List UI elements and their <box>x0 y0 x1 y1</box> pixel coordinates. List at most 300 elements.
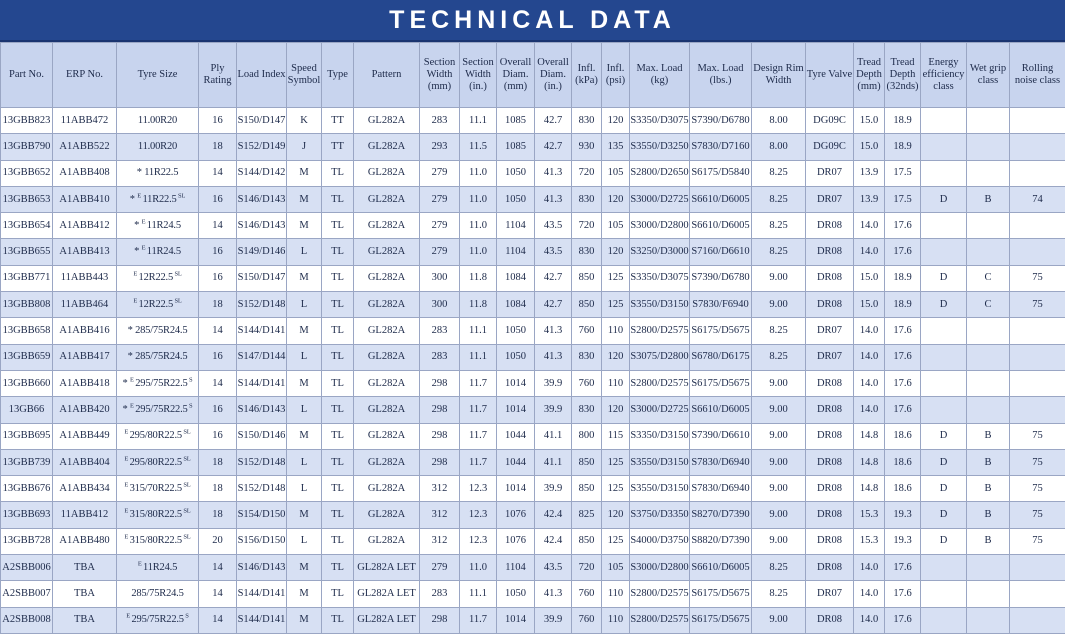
table-row <box>1 134 1065 160</box>
column-header: Infl. (kPa) <box>572 43 602 108</box>
cell-noise <box>1010 555 1065 581</box>
cell-pattern: GL282A <box>354 265 420 291</box>
cell-rim: 8.25 <box>752 239 806 265</box>
cell-lbs: S7830/F6940 <box>690 292 752 318</box>
cell-part: 13GBB660 <box>1 370 53 396</box>
size-suffix: SL <box>181 455 191 462</box>
tyre-size: 285/75R24.5 <box>135 325 188 337</box>
cell-energy <box>921 397 967 423</box>
cell-speed: L <box>287 344 322 370</box>
cell-erp: 11ABB472 <box>53 108 117 134</box>
tyre-size-cell <box>117 502 199 528</box>
cell-ply: 16 <box>199 239 237 265</box>
cell-ply: 18 <box>199 449 237 475</box>
cell-od-in: 42.7 <box>535 292 572 318</box>
tyre-size: 12R22.5 <box>138 298 174 310</box>
cell-noise <box>1010 239 1065 265</box>
cell-erp: 11ABB412 <box>53 502 117 528</box>
cell-ply: 16 <box>199 265 237 291</box>
cell-rim: 9.00 <box>752 607 806 633</box>
cell-kpa: 850 <box>572 476 602 502</box>
cell-type: TL <box>322 213 354 239</box>
cell-pattern: GL282A <box>354 213 420 239</box>
cell-valve: DR08 <box>806 423 854 449</box>
cell-pattern: GL282A <box>354 344 420 370</box>
cell-sw-mm: 298 <box>420 423 460 449</box>
table-row <box>1 397 1065 423</box>
cell-ply: 18 <box>199 502 237 528</box>
cell-od-mm: 1076 <box>497 502 535 528</box>
cell-kg: S3000/D2800 <box>630 555 690 581</box>
cell-psi: 110 <box>602 318 630 344</box>
cell-valve: DR08 <box>806 449 854 475</box>
tyre-size: 285/75R24.5 <box>131 587 184 599</box>
cell-noise <box>1010 344 1065 370</box>
cell-speed: L <box>287 239 322 265</box>
cell-rim: 9.00 <box>752 265 806 291</box>
cell-speed: M <box>287 318 322 344</box>
cell-rim: 9.00 <box>752 370 806 396</box>
cell-pattern: GL282A <box>354 292 420 318</box>
size-suffix: SL <box>181 533 191 541</box>
cell-wet: C <box>967 292 1010 318</box>
cell-speed: M <box>287 502 322 528</box>
star-mark: * <box>127 325 136 337</box>
cell-sw-mm: 298 <box>420 397 460 423</box>
cell-rim: 8.25 <box>752 160 806 186</box>
cell-part: 13GBB790 <box>1 134 53 160</box>
cell-type: TL <box>322 186 354 212</box>
size-suffix: SL <box>181 428 191 436</box>
cell-ply: 14 <box>199 213 237 239</box>
cell-energy: D <box>921 502 967 528</box>
cell-noise <box>1010 581 1065 607</box>
cell-noise: 74 <box>1010 186 1065 212</box>
cell-od-mm: 1085 <box>497 134 535 160</box>
cell-sw-mm: 298 <box>420 449 460 475</box>
cell-psi: 120 <box>602 397 630 423</box>
cell-sw-mm: 298 <box>420 370 460 396</box>
cell-td-mm: 14.0 <box>854 370 885 396</box>
size-suffix: S <box>183 612 189 620</box>
cell-psi: 110 <box>602 607 630 633</box>
table-row <box>1 581 1065 607</box>
tyre-size-cell <box>117 344 199 370</box>
tyre-size: 295/80R22.5 <box>129 430 182 442</box>
cell-wet: B <box>967 476 1010 502</box>
star-mark: * <box>122 377 131 389</box>
cell-kpa: 760 <box>572 318 602 344</box>
cell-od-mm: 1050 <box>497 581 535 607</box>
cell-sw-in: 12.3 <box>460 528 497 554</box>
column-header: Part No. <box>1 43 53 108</box>
cell-sw-in: 11.1 <box>460 108 497 134</box>
cell-load: S144/D141 <box>237 370 287 396</box>
cell-psi: 120 <box>602 186 630 212</box>
e-mark: E <box>124 507 130 515</box>
cell-psi: 125 <box>602 265 630 291</box>
cell-od-in: 39.9 <box>535 607 572 633</box>
tyre-size-cell <box>117 370 199 396</box>
column-header: Infl. (psi) <box>602 43 630 108</box>
cell-od-mm: 1085 <box>497 108 535 134</box>
tyre-size: 285/75R24.5 <box>135 351 188 363</box>
cell-td-mm: 15.0 <box>854 292 885 318</box>
cell-lbs: S6610/D6005 <box>690 213 752 239</box>
cell-noise: 75 <box>1010 449 1065 475</box>
cell-wet: B <box>967 449 1010 475</box>
cell-load: S154/D150 <box>237 502 287 528</box>
cell-sw-mm: 279 <box>420 213 460 239</box>
column-header: Ply Rating <box>199 43 237 108</box>
cell-noise: 75 <box>1010 476 1065 502</box>
cell-erp: A1ABB417 <box>53 344 117 370</box>
cell-erp: A1ABB410 <box>53 186 117 212</box>
cell-psi: 105 <box>602 213 630 239</box>
cell-valve: DR08 <box>806 555 854 581</box>
table-row <box>1 476 1065 502</box>
cell-lbs: S6610/D6005 <box>690 186 752 212</box>
cell-load: S147/D144 <box>237 344 287 370</box>
size-suffix: SL <box>173 270 182 278</box>
cell-kpa: 830 <box>572 239 602 265</box>
star-mark: * <box>129 193 138 205</box>
header-row <box>1 43 1065 108</box>
cell-pattern: GL282A LET <box>354 581 420 607</box>
cell-load: S152/D149 <box>237 134 287 160</box>
cell-kpa: 825 <box>572 502 602 528</box>
cell-type: TL <box>322 423 354 449</box>
cell-psi: 120 <box>602 344 630 370</box>
cell-erp: A1ABB418 <box>53 370 117 396</box>
cell-noise <box>1010 607 1065 633</box>
cell-kpa: 720 <box>572 160 602 186</box>
cell-lbs: S7830/D6940 <box>690 476 752 502</box>
tyre-size: 295/75R22.5 <box>131 614 184 626</box>
cell-wet: C <box>967 265 1010 291</box>
cell-sw-in: 11.1 <box>460 318 497 344</box>
e-mark: E <box>133 270 139 278</box>
cell-pattern: GL282A <box>354 528 420 554</box>
column-header: Tread Depth (32nds) <box>885 43 921 108</box>
cell-load: S146/D143 <box>237 397 287 423</box>
cell-wet <box>967 213 1010 239</box>
cell-type: TL <box>322 502 354 528</box>
cell-od-mm: 1014 <box>497 476 535 502</box>
cell-type: TL <box>322 607 354 633</box>
cell-pattern: GL282A <box>354 370 420 396</box>
cell-type: TL <box>322 292 354 318</box>
cell-noise: 75 <box>1010 265 1065 291</box>
cell-kg: S3000/D2725 <box>630 397 690 423</box>
cell-wet <box>967 160 1010 186</box>
cell-energy: D <box>921 476 967 502</box>
tyre-size-cell <box>117 108 199 134</box>
table-row <box>1 186 1065 212</box>
cell-energy <box>921 239 967 265</box>
cell-ply: 18 <box>199 292 237 318</box>
cell-wet <box>967 370 1010 396</box>
cell-type: TT <box>322 108 354 134</box>
cell-valve: DR08 <box>806 397 854 423</box>
cell-od-in: 43.5 <box>535 239 572 265</box>
e-mark: E <box>124 533 130 541</box>
cell-ply: 20 <box>199 528 237 554</box>
cell-sw-mm: 279 <box>420 160 460 186</box>
cell-sw-mm: 312 <box>420 528 460 554</box>
cell-od-in: 41.3 <box>535 160 572 186</box>
cell-lbs: S6780/D6175 <box>690 344 752 370</box>
e-mark: E <box>130 376 136 384</box>
technical-data-table <box>0 42 1065 634</box>
cell-lbs: S6175/D5675 <box>690 607 752 633</box>
cell-pattern: GL282A <box>354 423 420 449</box>
tyre-size-cell <box>117 528 199 554</box>
cell-erp: A1ABB522 <box>53 134 117 160</box>
cell-type: TL <box>322 581 354 607</box>
cell-lbs: S6175/D5675 <box>690 318 752 344</box>
table-row <box>1 318 1065 344</box>
cell-type: TL <box>322 160 354 186</box>
cell-kg: S3350/D3150 <box>630 423 690 449</box>
title-bar <box>0 0 1065 42</box>
cell-sw-in: 12.3 <box>460 476 497 502</box>
cell-od-in: 41.3 <box>535 186 572 212</box>
cell-lbs: S6175/D5675 <box>690 370 752 396</box>
table-row <box>1 292 1065 318</box>
cell-od-mm: 1084 <box>497 265 535 291</box>
cell-lbs: S6610/D6005 <box>690 397 752 423</box>
cell-speed: M <box>287 160 322 186</box>
tyre-size: 11R22.5 <box>144 167 179 179</box>
cell-speed: M <box>287 213 322 239</box>
cell-rim: 9.00 <box>752 502 806 528</box>
cell-erp: 11ABB443 <box>53 265 117 291</box>
cell-psi: 125 <box>602 449 630 475</box>
cell-part: 13GBB695 <box>1 423 53 449</box>
cell-sw-mm: 300 <box>420 265 460 291</box>
tyre-size-cell <box>117 160 199 186</box>
cell-load: S146/D143 <box>237 213 287 239</box>
cell-type: TL <box>322 239 354 265</box>
cell-od-mm: 1084 <box>497 292 535 318</box>
cell-wet <box>967 397 1010 423</box>
cell-erp: A1ABB420 <box>53 397 117 423</box>
cell-load: S144/D141 <box>237 607 287 633</box>
size-suffix: SL <box>176 192 186 200</box>
cell-kg: S3750/D3350 <box>630 502 690 528</box>
cell-lbs: S8270/D7390 <box>690 502 752 528</box>
cell-psi: 125 <box>602 292 630 318</box>
cell-kpa: 850 <box>572 528 602 554</box>
cell-load: S150/D147 <box>237 265 287 291</box>
cell-td-32: 17.5 <box>885 160 921 186</box>
e-mark: E <box>124 428 130 436</box>
cell-noise: 75 <box>1010 292 1065 318</box>
cell-td-32: 18.6 <box>885 449 921 475</box>
cell-pattern: GL282A LET <box>354 555 420 581</box>
cell-noise <box>1010 134 1065 160</box>
cell-td-mm: 14.0 <box>854 397 885 423</box>
tyre-size-cell <box>117 213 199 239</box>
cell-valve: DR07 <box>806 344 854 370</box>
cell-energy <box>921 213 967 239</box>
cell-energy: D <box>921 423 967 449</box>
cell-sw-in: 11.7 <box>460 449 497 475</box>
cell-part: 13GBB739 <box>1 449 53 475</box>
cell-ply: 16 <box>199 344 237 370</box>
cell-part: 13GBB728 <box>1 528 53 554</box>
cell-td-32: 17.6 <box>885 344 921 370</box>
cell-erp: 11ABB464 <box>53 292 117 318</box>
cell-lbs: S6610/D6005 <box>690 555 752 581</box>
cell-part: 13GBB676 <box>1 476 53 502</box>
cell-od-in: 41.1 <box>535 423 572 449</box>
cell-part: 13GBB693 <box>1 502 53 528</box>
cell-rim: 9.00 <box>752 292 806 318</box>
cell-rim: 9.00 <box>752 397 806 423</box>
cell-erp: TBA <box>53 555 117 581</box>
column-header: Overall Diam. (mm) <box>497 43 535 108</box>
tyre-size: 295/75R22.5 <box>135 377 188 389</box>
cell-lbs: S7390/D6780 <box>690 265 752 291</box>
cell-kpa: 830 <box>572 108 602 134</box>
column-header: Max. Load (kg) <box>630 43 690 108</box>
cell-kpa: 830 <box>572 397 602 423</box>
cell-td-mm: 14.8 <box>854 476 885 502</box>
cell-od-in: 39.9 <box>535 397 572 423</box>
tyre-size-cell <box>117 397 199 423</box>
cell-noise: 75 <box>1010 528 1065 554</box>
cell-sw-mm: 279 <box>420 239 460 265</box>
cell-noise: 75 <box>1010 502 1065 528</box>
cell-valve: DR08 <box>806 239 854 265</box>
cell-od-in: 42.7 <box>535 265 572 291</box>
cell-energy: D <box>921 449 967 475</box>
cell-kpa: 720 <box>572 555 602 581</box>
cell-od-in: 43.5 <box>535 213 572 239</box>
cell-part: 13GBB808 <box>1 292 53 318</box>
cell-noise: 75 <box>1010 423 1065 449</box>
cell-sw-in: 12.3 <box>460 502 497 528</box>
cell-type: TT <box>322 134 354 160</box>
cell-part: 13GBB658 <box>1 318 53 344</box>
e-mark: E <box>124 481 130 489</box>
cell-rim: 9.00 <box>752 528 806 554</box>
cell-type: TL <box>322 265 354 291</box>
cell-type: TL <box>322 555 354 581</box>
cell-ply: 18 <box>199 476 237 502</box>
cell-kg: S3075/D2800 <box>630 344 690 370</box>
cell-kg: S2800/D2575 <box>630 318 690 344</box>
tyre-size: 11R24.5 <box>146 246 181 258</box>
cell-load: S152/D148 <box>237 292 287 318</box>
cell-psi: 120 <box>602 108 630 134</box>
size-suffix: SL <box>181 481 191 489</box>
cell-wet: B <box>967 186 1010 212</box>
cell-energy: D <box>921 528 967 554</box>
e-mark: E <box>141 244 147 252</box>
cell-erp: A1ABB412 <box>53 213 117 239</box>
cell-sw-in: 11.0 <box>460 213 497 239</box>
cell-lbs: S7830/D7160 <box>690 134 752 160</box>
cell-td-32: 17.6 <box>885 397 921 423</box>
cell-valve: DR08 <box>806 607 854 633</box>
tyre-size: 315/80R22.5 <box>129 535 182 547</box>
cell-valve: DG09C <box>806 134 854 160</box>
column-header: Speed Symbol <box>287 43 322 108</box>
cell-td-mm: 14.8 <box>854 423 885 449</box>
cell-sw-in: 11.1 <box>460 344 497 370</box>
tyre-size: 295/80R22.5 <box>129 456 182 468</box>
cell-speed: L <box>287 476 322 502</box>
cell-type: TL <box>322 449 354 475</box>
cell-erp: A1ABB480 <box>53 528 117 554</box>
cell-load: S146/D143 <box>237 555 287 581</box>
cell-kpa: 850 <box>572 265 602 291</box>
cell-speed: M <box>287 265 322 291</box>
cell-speed: M <box>287 555 322 581</box>
cell-load: S152/D148 <box>237 476 287 502</box>
cell-pattern: GL282A <box>354 160 420 186</box>
table-row <box>1 160 1065 186</box>
cell-td-32: 18.9 <box>885 134 921 160</box>
column-header: Type <box>322 43 354 108</box>
cell-lbs: S6175/D5675 <box>690 581 752 607</box>
cell-kpa: 930 <box>572 134 602 160</box>
cell-speed: L <box>287 397 322 423</box>
cell-td-32: 17.6 <box>885 607 921 633</box>
size-suffix: S <box>187 376 193 384</box>
cell-td-mm: 14.0 <box>854 555 885 581</box>
column-header: Overall Diam. (in.) <box>535 43 572 108</box>
cell-ply: 16 <box>199 186 237 212</box>
cell-td-32: 18.9 <box>885 108 921 134</box>
cell-od-mm: 1050 <box>497 186 535 212</box>
tyre-size: 11R24.5 <box>143 561 178 573</box>
column-header: Energy efficiency class <box>921 43 967 108</box>
cell-pattern: GL282A <box>354 397 420 423</box>
cell-sw-mm: 283 <box>420 108 460 134</box>
cell-ply: 16 <box>199 397 237 423</box>
cell-psi: 105 <box>602 160 630 186</box>
cell-od-in: 42.4 <box>535 528 572 554</box>
cell-kpa: 760 <box>572 607 602 633</box>
cell-energy <box>921 370 967 396</box>
cell-sw-in: 11.7 <box>460 397 497 423</box>
cell-od-mm: 1076 <box>497 528 535 554</box>
cell-noise <box>1010 213 1065 239</box>
star-mark: * <box>122 403 131 415</box>
cell-part: A2SBB007 <box>1 581 53 607</box>
cell-kg: S3000/D2800 <box>630 213 690 239</box>
table-row <box>1 502 1065 528</box>
cell-energy <box>921 160 967 186</box>
star-mark: * <box>136 167 145 179</box>
cell-erp: A1ABB413 <box>53 239 117 265</box>
cell-td-mm: 15.0 <box>854 134 885 160</box>
cell-pattern: GL282A <box>354 502 420 528</box>
cell-kpa: 760 <box>572 370 602 396</box>
cell-kg: S3550/D3250 <box>630 134 690 160</box>
cell-kg: S2800/D2650 <box>630 160 690 186</box>
cell-part: 13GBB659 <box>1 344 53 370</box>
cell-td-mm: 14.0 <box>854 607 885 633</box>
cell-pattern: GL282A <box>354 134 420 160</box>
cell-lbs: S8820/D7390 <box>690 528 752 554</box>
cell-td-32: 19.3 <box>885 528 921 554</box>
cell-psi: 125 <box>602 528 630 554</box>
